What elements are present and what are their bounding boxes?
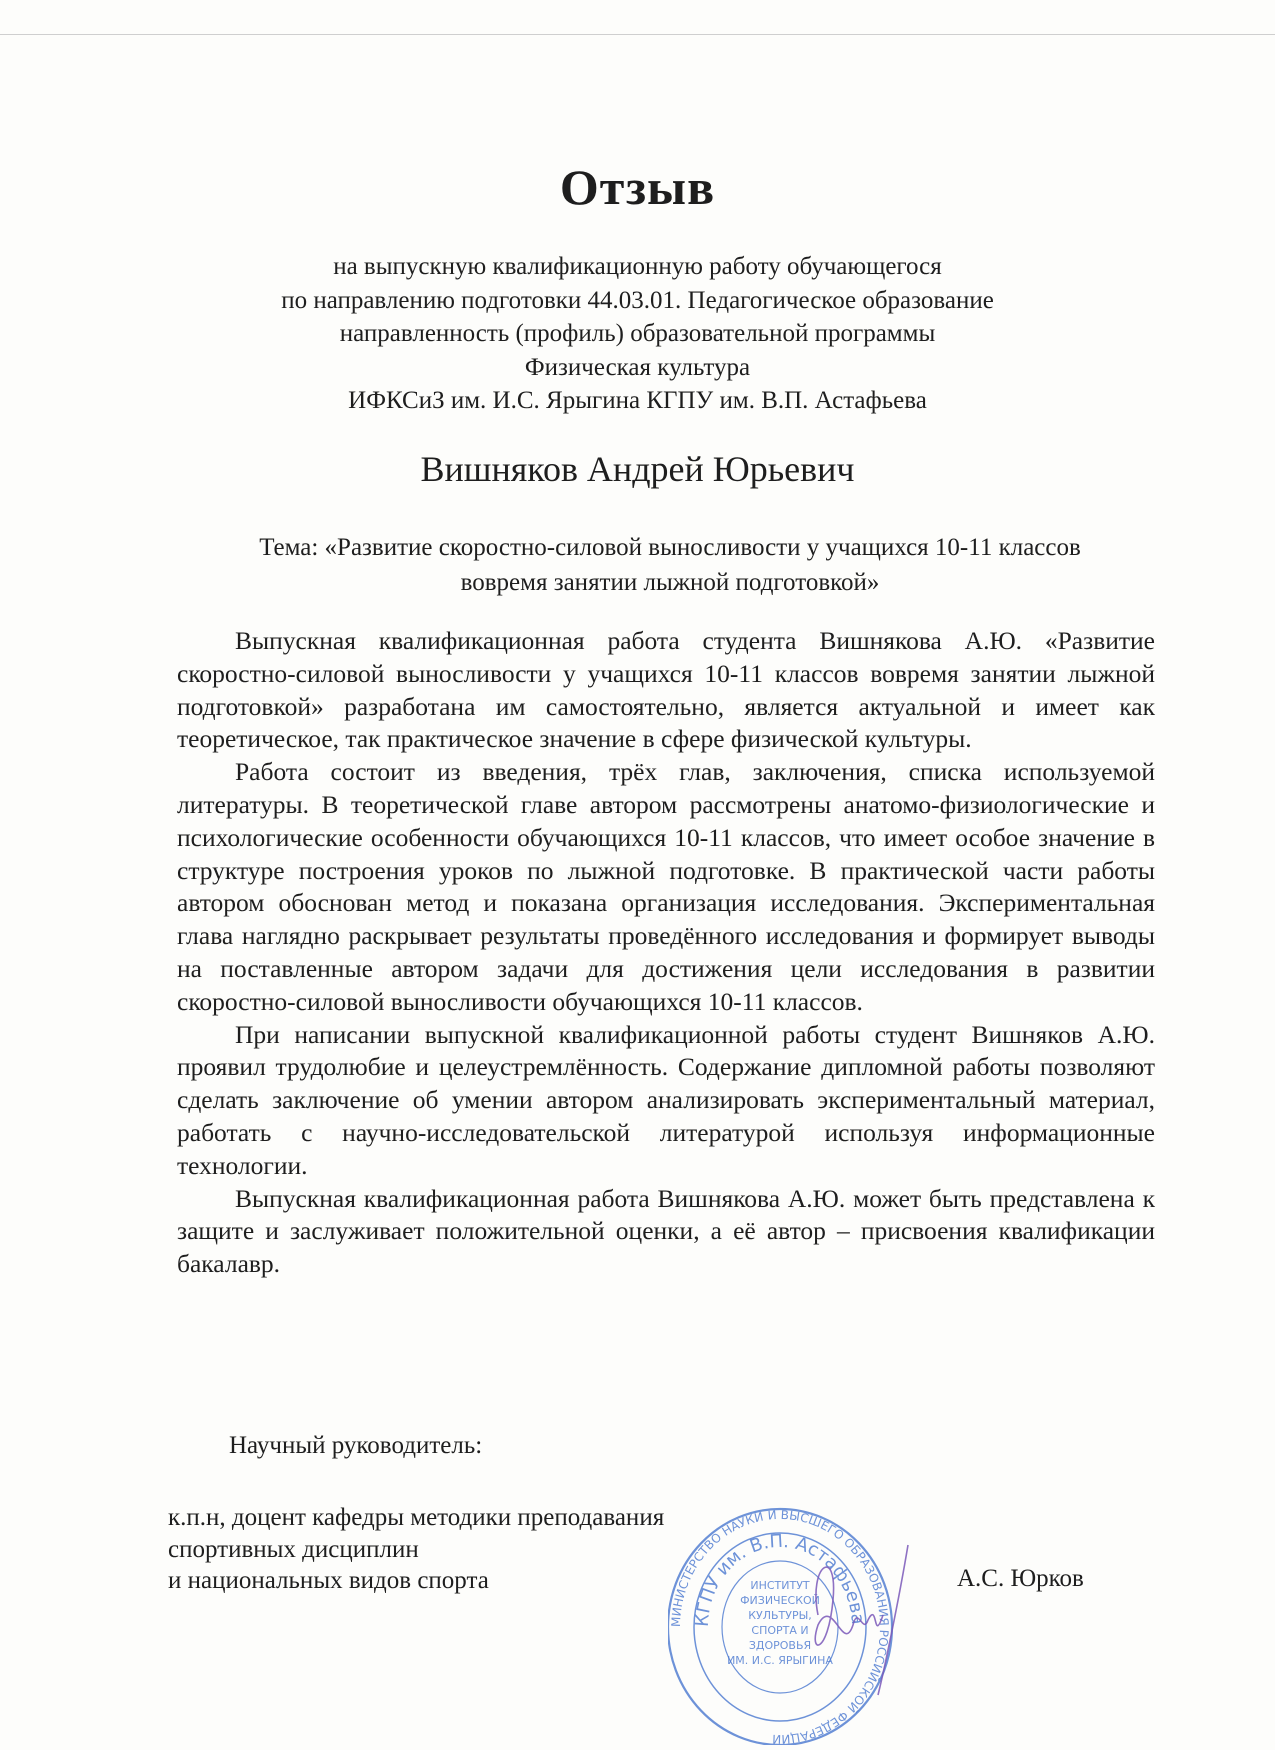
review-body (177, 625, 1155, 1281)
signer-name: А.С. Юрков (957, 1565, 1084, 1592)
topic (170, 530, 1170, 600)
subtitle-line: ИФКСиЗ им. И.С. Ярыгина КГПУ им. В.П. Астафьева (348, 387, 927, 414)
stamp-inner-line: КУЛЬТУРЫ, (748, 1609, 812, 1622)
scan-edge (0, 34, 1275, 35)
stamp-inner-line: ФИЗИЧЕСКОЙ (740, 1594, 820, 1607)
stamp-inner-line: ИМ. И.С. ЯРЫГИНА (727, 1654, 833, 1667)
document-title: Отзыв (559, 159, 716, 215)
stamp-inner-line: ЗДОРОВЬЯ (748, 1639, 812, 1652)
svg-text:КГПУ им. В.П. Астафьева: КГПУ им. В.П. Астафьева (691, 1530, 869, 1628)
position-line: к.п.н, доцент кафедры методики преподавания (168, 1504, 665, 1531)
topic-line: вовремя занятии лыжной подготовкой» (460, 569, 880, 596)
position-line: спортивных дисциплин (168, 1535, 419, 1563)
paragraph: Выпускная квалификационная работа Вишнякова А.Ю. может быть представлена к защите и заслуживает положительной оценки, а её автор – присвоения квалификации бакалавр. (177, 1183, 1155, 1279)
stamp-inner-line: СПОРТА И (751, 1624, 809, 1637)
paragraph: Работа состоит из введения, трёх глав, заключения, списка используемой литературы. В теоретической главе автором рассмотрены анатомо-физиологические и психологические особенности обучающихся 10-11 классов, что имеет особое значение в структуре построения уроков по лыжной подготовке. В практической части работы автором обоснован метод и показана организация исследования. Экспериментальная глава наглядно раскрывает результаты проведённого исследования и формирует выводы на поставленные автором задачи для достижения цели исследования в развитии скоростно-силовой выносливости обучающихся 10-11 классов. (177, 757, 1155, 1016)
subtitle-line: направленность (профиль) образовательной программы (339, 320, 936, 347)
subtitle (0, 250, 1275, 418)
student-name: Вишняков Андрей Юрьевич (420, 449, 855, 489)
subtitle-line: по направлению подготовки 44.03.01. Педагогическое образование (281, 286, 994, 314)
supervisor-label: Научный руководитель: (229, 1432, 483, 1459)
position-line: и национальных видов спорта (168, 1567, 489, 1594)
supervisor-position (168, 1502, 664, 1597)
svg-text:МИНИСТЕРСТВО НАУКИ И ВЫСШЕГО О: МИНИСТЕРСТВО НАУКИ И ВЫСШЕГО ОБРАЗОВАНИЯ РОССИЙСКОЙ ФЕДЕРАЦИИ (668, 1507, 892, 1745)
paragraph: Выпускная квалификационная работа студента Вишнякова А.Ю. «Развитие скоростно-силовой выносливости у учащихся 10-11 классов вовремя занятии лыжной подготовкой» разработана им самостоятельно, является актуальной и имеет как теоретическое, так практическое значение в сфере физической культуры. (177, 626, 1155, 754)
subtitle-line: Физическая культура (524, 353, 751, 381)
official-stamp (668, 1505, 928, 1745)
paragraph: При написании выпускной квалификационной работы студент Вишняков А.Ю. проявил трудолюбие и целеустремлённость. Содержание дипломной работы позволяют сделать заключение об умении автором анализировать экспериментальный материал, работать с научно-исследовательской литературой используя информационные технологии. (177, 1019, 1155, 1180)
subtitle-line: на выпускную квалификационную работу обучающегося (333, 253, 942, 280)
topic-line: Тема: «Развитие скоростно-силовой выносливости у учащихся 10-11 классов (259, 534, 1081, 561)
stamp-inner-line: ИНСТИТУТ (750, 1579, 810, 1592)
